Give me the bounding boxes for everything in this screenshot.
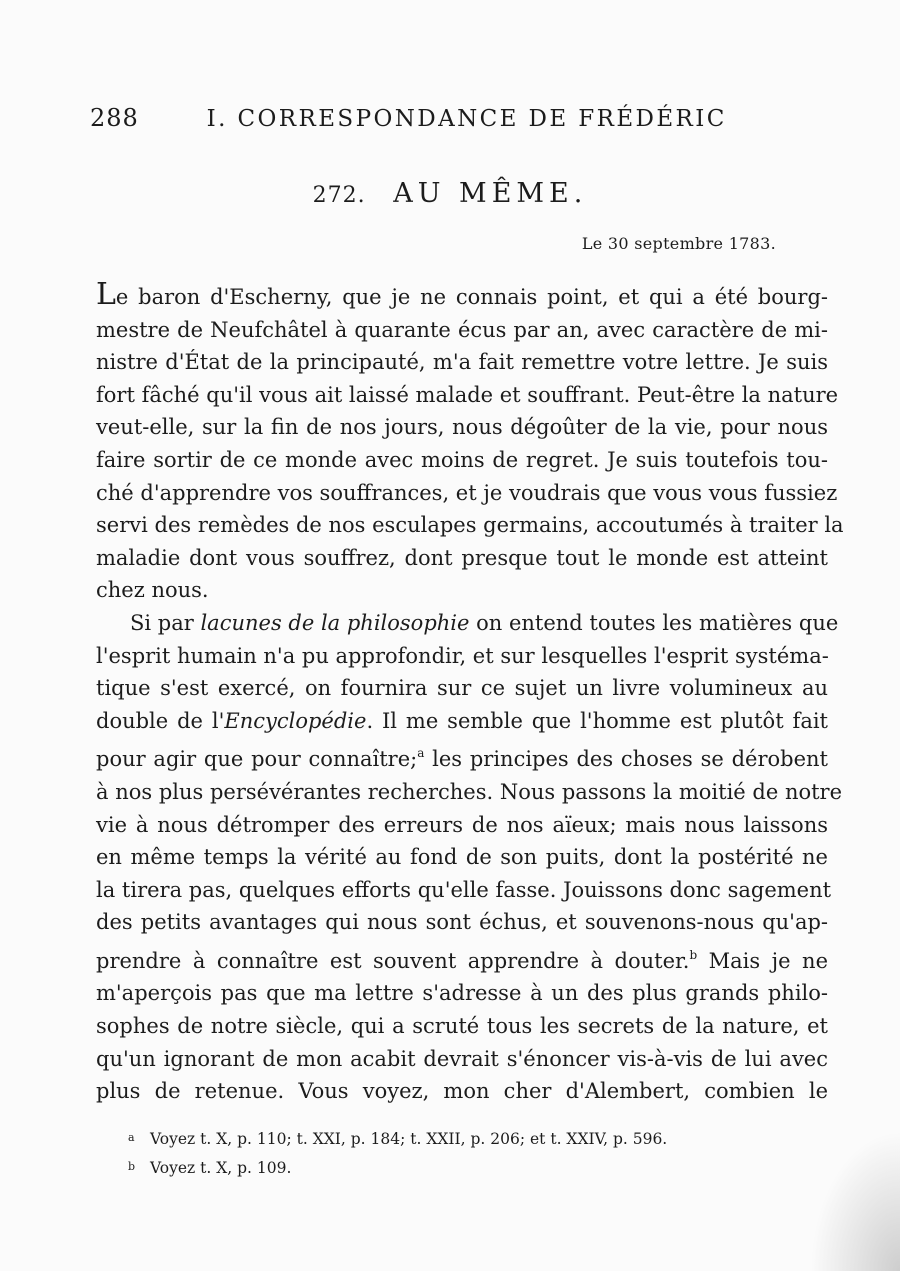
text-line: faire sortir de ce monde avec moins de regret. Je suis toutefois tou- [96, 447, 828, 472]
footnote-ref-b: b [689, 947, 698, 962]
text-line: plus de retenue. Vous voyez, mon cher d'Alembert, combien le [96, 1079, 828, 1104]
text-line: fort fâché qu'il vous ait laissé malade et souffrant. Peut-être la nature [96, 382, 839, 407]
letter-number: 272. [312, 183, 366, 208]
text-line: Le baron d'Escherny, que je ne connais point, et qui a été bourg- [96, 277, 828, 312]
text-line: qu'un ignorant de mon acabit devrait s'énoncer vis-à-vis de lui avec [96, 1046, 828, 1071]
footnotes [128, 1124, 778, 1182]
text-line: nistre d'État de la principauté, m'a fait remettre votre lettre. Je suis [96, 350, 828, 375]
text-line: veut-elle, sur la fin de nos jours, nous dégoûter de la vie, pour nous [96, 415, 828, 440]
running-head-title: I. CORRESPONDANCE DE FRÉDÉRIC [206, 106, 727, 132]
text-line: ché d'apprendre vos souffrances, et je voudrais que vous vous fussiez [96, 480, 838, 505]
text-line: chez nous. [96, 578, 209, 603]
text-line: m'aperçois pas que ma lettre s'adresse à un des plus grands philo- [96, 981, 828, 1006]
paragraph-2 [96, 607, 843, 1108]
letter-date: Le 30 septembre 1783. [581, 234, 776, 253]
text-line: sophes de notre siècle, qui a scruté tous les secrets de la nature, et [96, 1014, 828, 1039]
text-line: servi des remèdes de nos esculapes germains, accoutumés à traiter la [96, 513, 844, 538]
text-line: maladie dont vous souffrez, dont presque tout le monde est atteint [96, 545, 828, 570]
text-line: tique s'est exercé, on fournira sur ce sujet un livre volumineux au [96, 676, 828, 701]
text-line: pour agir que pour connaître;$^a$ les principes des choses se dérobent [96, 746, 828, 772]
text-line: en même temps la vérité au fond de son puits, dont la postérité ne [96, 845, 828, 870]
italic-title: Encyclopédie [224, 708, 367, 733]
footnote-mark: a [128, 1131, 135, 1144]
footnote-mark: b [128, 1160, 136, 1173]
letter-heading [0, 178, 900, 209]
text-line: prendre à connaître est souvent apprendre à douter.$^b$ Mais je ne [96, 947, 828, 973]
running-head [90, 104, 830, 132]
letter-body [96, 277, 844, 1108]
page-number: 288 [90, 104, 139, 132]
footnote [128, 1153, 778, 1182]
letter-title: AU MÊME. [393, 178, 588, 209]
text-line: la tirera pas, quelques efforts qu'elle fasse. Jouissons donc sagement [96, 877, 832, 902]
text-line: double de l'Encyclopédie. Il me semble que l'homme est plutôt fait [96, 708, 828, 733]
page-edge-shadow [810, 1131, 900, 1271]
dropcap-letter: L [96, 277, 116, 312]
footnote-ref-a: a [417, 746, 425, 761]
paragraph-1 [96, 277, 844, 607]
text-line: l'esprit humain n'a pu approfondir, et sur lesquelles l'esprit systéma- [96, 643, 829, 668]
footnote-text: Voyez t. X, p. 109. [150, 1159, 292, 1177]
footnote [128, 1124, 778, 1153]
text-line: Si par lacunes de la philosophie on entend toutes les matières que [130, 610, 839, 635]
text-line: mestre de Neufchâtel à quarante écus par an, avec caractère de mi- [96, 317, 828, 342]
italic-phrase: lacunes de la philosophie [200, 610, 470, 635]
text-line: vie à nous détromper des erreurs de nos aïeux; mais nous laissons [96, 812, 828, 837]
text-line: des petits avantages qui nous sont échus, et souvenons-nous qu'ap- [96, 910, 828, 935]
footnote-text: Voyez t. X, p. 110; t. XXI, p. 184; t. XXII, p. 206; et t. XXIV, p. 596. [150, 1130, 668, 1148]
text-line: à nos plus persévérantes recherches. Nous passons la moitié de notre [96, 779, 843, 804]
